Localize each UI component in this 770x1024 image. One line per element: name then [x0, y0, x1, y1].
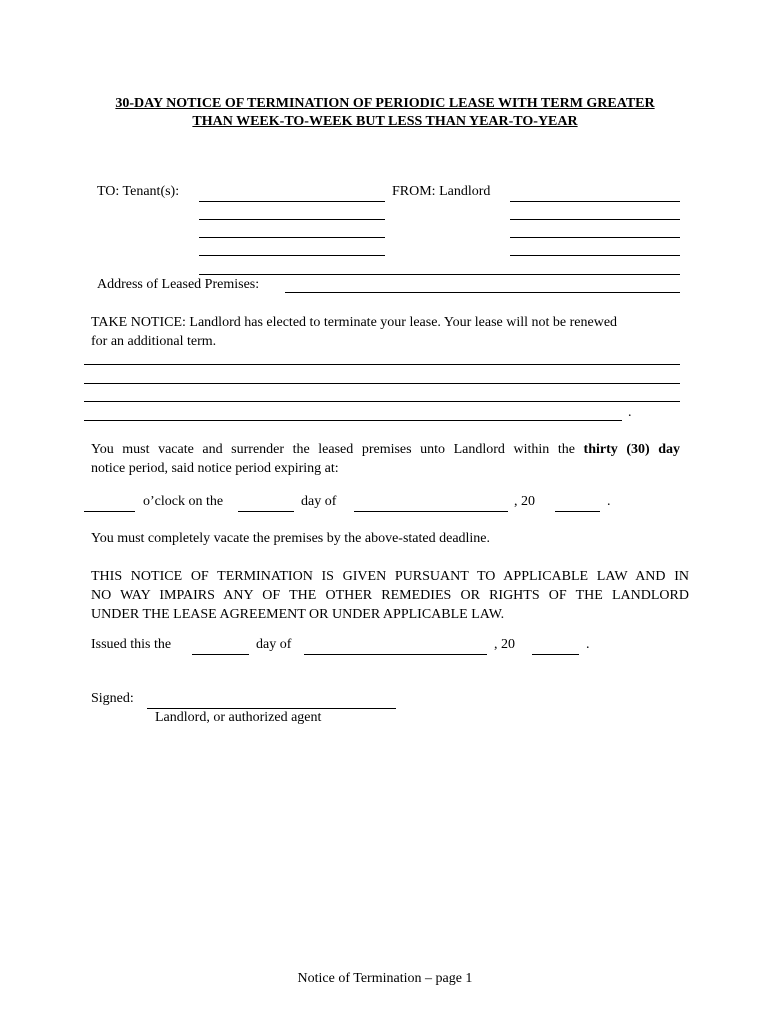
landlord-field-4[interactable]	[510, 255, 680, 256]
expiry-year-prefix: , 20	[514, 494, 535, 509]
page-footer: Notice of Termination – page 1	[297, 971, 473, 986]
expiry-day-of-label: day of	[301, 494, 337, 509]
vacate-paragraph	[91, 440, 680, 478]
expiry-month-field[interactable]	[354, 511, 508, 512]
notice-blank-line-3[interactable]	[84, 401, 680, 402]
legal-line-2: NO WAY IMPAIRS ANY OF THE OTHER REMEDIES OR RIGHTS OF THE LANDLORD	[91, 588, 689, 603]
vacate-line-1-text: You must vacate and surrender the leased premises unto Landlord within the	[91, 442, 575, 457]
document-title	[60, 95, 710, 131]
tenant-field-3[interactable]	[199, 237, 385, 238]
legal-line-1: THIS NOTICE OF TERMINATION IS GIVEN PURSUANT TO APPLICABLE LAW AND IN	[91, 569, 689, 584]
issued-period: .	[586, 637, 590, 652]
take-notice-line-2: for an additional term.	[91, 334, 217, 349]
landlord-field-1[interactable]	[510, 201, 680, 202]
signature-caption: Landlord, or authorized agent	[155, 710, 322, 725]
issued-label: Issued this the	[91, 637, 172, 652]
expiry-hour-field[interactable]	[84, 511, 135, 512]
signature-field[interactable]	[147, 708, 396, 709]
issued-year-field[interactable]	[532, 654, 579, 655]
notice-blank-line-4[interactable]	[84, 420, 622, 421]
deadline-statement: You must completely vacate the premises by the above-stated deadline.	[91, 531, 491, 546]
issued-day-field[interactable]	[192, 654, 249, 655]
tenant-field-4[interactable]	[199, 255, 385, 256]
vacate-line-2: notice period, said notice period expiring at:	[91, 461, 339, 476]
tenant-field-2[interactable]	[199, 219, 385, 220]
thirty-day-emphasis: thirty (30) day	[583, 442, 681, 457]
notice-end-period: .	[628, 405, 632, 420]
take-notice-paragraph	[91, 313, 617, 351]
to-tenant-label: TO: Tenant(s):	[97, 184, 180, 199]
expiry-period: .	[607, 494, 611, 509]
legal-line-3: UNDER THE LEASE AGREEMENT OR UNDER APPLICABLE LAW.	[91, 607, 505, 622]
issued-month-field[interactable]	[304, 654, 487, 655]
notice-blank-line-2[interactable]	[84, 383, 680, 384]
landlord-field-2[interactable]	[510, 219, 680, 220]
vacate-line-1	[91, 440, 680, 459]
legal-paragraph	[91, 567, 689, 624]
address-field-line-2[interactable]	[285, 292, 680, 293]
expiry-day-field[interactable]	[238, 511, 294, 512]
title-line-2: THAN WEEK-TO-WEEK BUT LESS THAN YEAR-TO-YEAR	[192, 114, 578, 129]
notice-blank-line-1[interactable]	[84, 364, 680, 365]
tenant-field-1[interactable]	[199, 201, 385, 202]
address-field-line-1[interactable]	[199, 274, 680, 275]
expiry-oclock-label: o’clock on the	[143, 494, 224, 509]
address-label: Address of Leased Premises:	[97, 277, 260, 292]
from-landlord-label: FROM: Landlord	[392, 184, 491, 199]
issued-day-of-label: day of	[256, 637, 292, 652]
title-line-1: 30-DAY NOTICE OF TERMINATION OF PERIODIC LEASE WITH TERM GREATER	[115, 96, 655, 111]
take-notice-line-1: TAKE NOTICE: Landlord has elected to terminate your lease. Your lease will not be renewed	[91, 315, 618, 330]
signed-label: Signed:	[91, 691, 134, 706]
issued-year-prefix: , 20	[494, 637, 515, 652]
expiry-year-field[interactable]	[555, 511, 600, 512]
landlord-field-3[interactable]	[510, 237, 680, 238]
